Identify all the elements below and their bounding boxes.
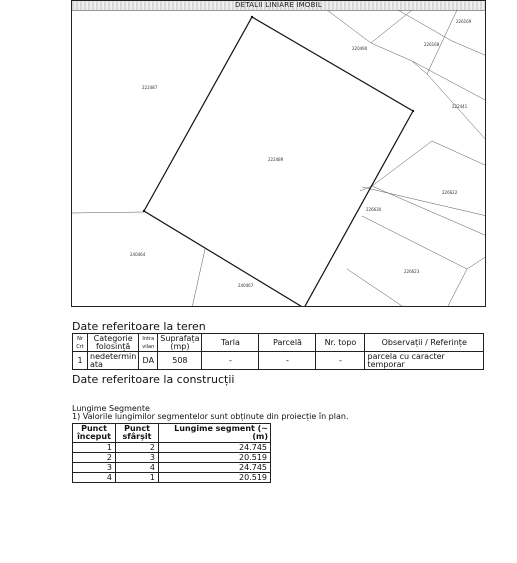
col-tarla: Tarla xyxy=(202,334,259,352)
parcel-drawing xyxy=(72,1,486,307)
cell-end: 1 xyxy=(116,473,159,483)
col-nr: Nr Crt xyxy=(73,334,88,352)
table-row xyxy=(73,473,271,483)
cell-tarla: - xyxy=(202,352,259,370)
table-row xyxy=(73,453,271,463)
cell-end: 3 xyxy=(116,453,159,463)
table-row xyxy=(73,443,271,453)
segmente-table xyxy=(72,423,271,483)
segmente-table-header xyxy=(73,424,271,443)
teren-table xyxy=(72,333,484,370)
parcel-label: 220490 xyxy=(352,46,368,51)
col-punct-sfarsit: Punct sfârșit xyxy=(116,424,159,443)
cell-start: 3 xyxy=(73,463,116,473)
cell-nr-topo: - xyxy=(316,352,365,370)
teren-heading: Date referitoare la teren xyxy=(72,320,206,333)
parcel-map xyxy=(71,0,486,307)
cell-start: 2 xyxy=(73,453,116,463)
constructii-heading: Date referitoare la construcții xyxy=(72,373,235,386)
parcel-label: 226169 xyxy=(456,19,472,24)
main-parcel-outline xyxy=(144,17,413,307)
parcel-label: 240464 xyxy=(130,252,146,257)
cell-intravilan: DA xyxy=(139,352,158,370)
cell-nr: 1 xyxy=(73,352,88,370)
cell-length: 24.745 xyxy=(159,463,271,473)
col-lungime: Lungime segment (~ (m) xyxy=(159,424,271,443)
segmente-title: Lungime Segmente xyxy=(72,404,150,413)
cell-length: 20.519 xyxy=(159,453,271,463)
parcel-label: 222487 xyxy=(142,85,158,90)
table-row xyxy=(73,352,484,370)
parcel-label: 226623 xyxy=(404,269,420,274)
cell-start: 4 xyxy=(73,473,116,483)
cell-suprafata: 508 xyxy=(158,352,202,370)
cell-categorie: nedetermin ata xyxy=(88,352,139,370)
col-punct-inceput: Punct început xyxy=(73,424,116,443)
parcel-label: 222441 xyxy=(452,104,468,109)
col-observatii: Observații / Referințe xyxy=(365,334,484,352)
cell-start: 1 xyxy=(73,443,116,453)
parcel-label: 226630 xyxy=(366,207,382,212)
parcel-label: 222489 xyxy=(268,157,284,162)
cell-end: 2 xyxy=(116,443,159,453)
cell-end: 4 xyxy=(116,463,159,473)
col-intravilan: Intra vilan xyxy=(139,334,158,352)
map-title: DETALII LINIARE IMOBIL xyxy=(235,1,322,9)
col-nr-topo: Nr. topo xyxy=(316,334,365,352)
cell-observatii: parcela cu caracter temporar xyxy=(365,352,484,370)
table-row xyxy=(73,463,271,473)
cell-length: 24.745 xyxy=(159,443,271,453)
col-suprafata: Suprafața (mp) xyxy=(158,334,202,352)
col-parcela: Parcelă xyxy=(259,334,316,352)
cell-parcela: - xyxy=(259,352,316,370)
cell-length: 20.519 xyxy=(159,473,271,483)
parcel-label: 226168 xyxy=(424,42,440,47)
teren-table-header xyxy=(73,334,484,352)
parcel-label: 226622 xyxy=(442,190,458,195)
segmente-note: 1) Valorile lungimilor segmentelor sunt obținute din proiecție în plan. xyxy=(72,412,349,421)
parcel-label: 240467 xyxy=(238,283,254,288)
col-categorie: Categorie folosință xyxy=(88,334,139,352)
